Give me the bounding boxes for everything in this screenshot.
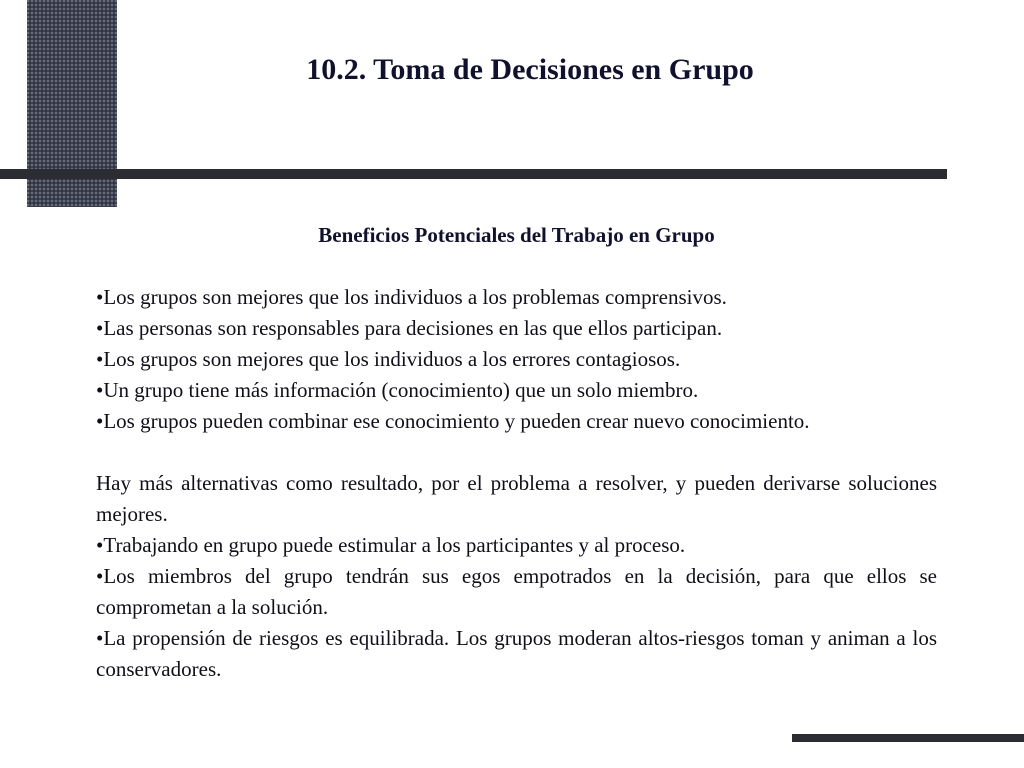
slide-title: 10.2. Toma de Decisiones en Grupo bbox=[306, 53, 754, 86]
body-paragraph: Hay más alternativas como resultado, por el problema a resolver, y pueden derivarse soluciones mejores. bbox=[96, 471, 937, 526]
slide-content bbox=[96, 220, 937, 685]
bullet-item: •Un grupo tiene más información (conocimiento) que un solo miembro. bbox=[96, 378, 699, 402]
bullet-item: •Trabajando en grupo puede estimular a los participantes y al proceso. bbox=[96, 533, 686, 557]
bullet-item: •Los grupos pueden combinar ese conocimiento y pueden crear nuevo conocimiento. bbox=[96, 409, 810, 433]
bullet-item: •Los grupos son mejores que los individuos a los errores contagiosos. bbox=[96, 347, 681, 371]
bullet-item: •Los grupos son mejores que los individuos a los problemas comprensivos. bbox=[96, 285, 727, 309]
title-divider-rule bbox=[0, 169, 947, 179]
paragraph-spacer bbox=[96, 437, 937, 468]
bullet-item: •La propensión de riesgos es equilibrada. Los grupos moderan altos-riesgos toman y animan a los conservadores. bbox=[96, 626, 937, 681]
bullet-item: •Los miembros del grupo tendrán sus egos empotrados en la decisión, para que ellos se comprometan a la solución. bbox=[96, 564, 937, 619]
bullet-item: •Las personas son responsables para decisiones en las que ellos participan. bbox=[96, 316, 723, 340]
section-subheading: Beneficios Potenciales del Trabajo en Grupo bbox=[318, 223, 715, 247]
footer-rule bbox=[792, 734, 1024, 742]
